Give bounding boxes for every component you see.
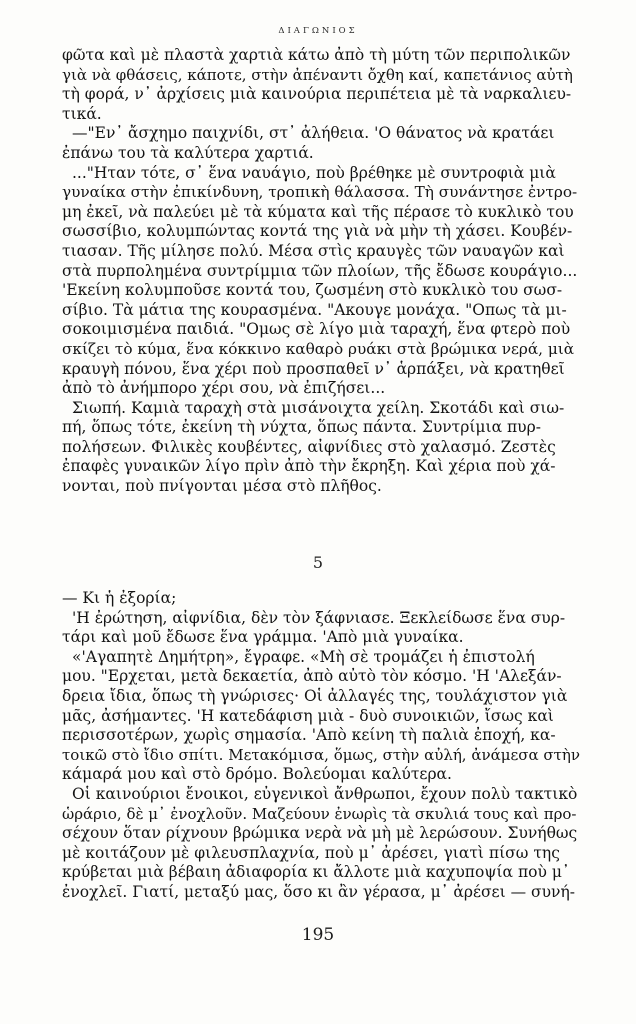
text-line: ἐπαφὲς γυναικῶν λίγο πρὶν ἀπὸ τὴν ἔκρηξη. Καὶ χέρια ποὺ χά- [62, 457, 556, 476]
text-line: φῶτα καὶ μὲ πλαστὰ χαρτιὰ κάτω ἀπὸ τὴ μύτη τῶν περιπολικῶν [62, 46, 571, 64]
text-line: τοικῶ στὸ ἴδιο σπίτι. Μετακόμισα, ὅμως, στὴν αὐλή, ἀνάμεσα στὴν [62, 745, 580, 764]
text-line: τικά. [62, 104, 102, 123]
text-line: πή, ὅπως τότε, ἐκείνη τὴ νύχτα, ὅπως πάντα. Συντρίμια πυρ- [62, 418, 541, 437]
text-line: δρεια ἴδια, ὅπως τὴ γνώρισες· Οἱ ἀλλαγές της, τουλάχιστον γιὰ [62, 686, 568, 705]
text-line: νονται, ποὺ πνίγονται μέσα στὸ πλῆθος. [62, 477, 382, 496]
text-line: μου. "Ερχεται, μετὰ δεκαετία, ἀπὸ αὐτὸ τὸν κόσμο. 'Η 'Αλεξάν- [62, 667, 562, 686]
text-line: σκίζει τὸ κύμα, ἕνα κόκκινο καθαρὸ ρυάκι στὰ βρώμικα νερά, μιὰ [62, 339, 575, 358]
text-line: σοκοιμισμένα παιδιά. "Ομως σὲ λίγο μιὰ ταραχή, ἕνα φτερὸ ποὺ [62, 320, 571, 339]
text-line: 'Εκείνη κολυμποῦσε κοντά του, ζωσμένη στὸ κυκλικὸ του σωσ- [62, 281, 563, 300]
text-line: κραυγὴ πόνου, ἕνα χέρι ποὺ προσπαθεῖ ν᾽ ἁρπάξει, νὰ κρατηθεῖ [62, 359, 565, 378]
text-line: σέχουν ὅταν ρίχνουν βρώμικα νερὰ νὰ μὴ μὲ λερώσουν. Συνήθως [62, 824, 578, 843]
text-block-lower [62, 589, 580, 903]
text-line: τάρι καὶ μοῦ ἔδωσε ἕνα γράμμα. 'Απὸ μιὰ γυναίκα. [62, 628, 464, 647]
text-line: μη ἐκεῖ, νὰ παλεύει μὲ τὰ κύματα καὶ τῆς πέρασε τὸ κυκλικὸ του [62, 202, 574, 221]
text-line: Οἱ καινούριοι ἔνοικοι, εὐγενικοὶ ἄνθρωποι, ἔχουν πολὺ τακτικὸ [72, 784, 578, 803]
text-line: γιὰ νὰ φθάσεις, κάποτε, στὴν ἀπέναντι ὄχθη καί, καπετάνιος αὐτὴ [62, 65, 573, 84]
text-line: τὴ φορά, ν᾽ ἀρχίσεις μιὰ καινούρια περιπέτεια μὲ τὰ ναρκαλιευ- [62, 85, 572, 104]
text-line: μὲ κοιτάζουν μὲ φιλευσπλαχνία, ποὺ μ᾽ ἀρέσει, γιατὶ πίσω της [62, 843, 560, 862]
text-line: κρύβεται μιὰ βέβαιη ἀδιαφορία κι ἄλλοτε μιὰ καχυποψία ποὺ μ᾽ [62, 863, 570, 882]
section-number: 5 [312, 553, 324, 572]
text-line: ἐπάνω του τὰ καλύτερα χαρτιά. [62, 143, 314, 162]
text-line: τιασαν. Τῆς μίλησε πολύ. Μέσα στὶς κραυγὲς τῶν ναυαγῶν καὶ [62, 241, 565, 260]
text-line: ..."Ηταν τότε, σ᾽ ἕνα ναυάγιο, ποὺ βρέθηκε μὲ συντροφιὰ μιὰ [72, 163, 556, 182]
text-line: ὡράριο, δὲ μ᾽ ἐνοχλοῦν. Μαζεύουν ἐνωρὶς τὰ σκυλιά τους καὶ προ- [62, 804, 577, 823]
text-line: ἐνοχλεῖ. Γιατί, μεταξύ μας, ὅσο κι ἂν γέρασα, μ᾽ ἀρέσει — συνή- [62, 882, 575, 901]
text-line: — Κι ἡ ἐξορία; [62, 589, 177, 607]
text-line: στὰ πυρπολημένα συντρίμμια τῶν πλοίων, τῆς ἔδωσε κουράγιο... [62, 261, 578, 280]
text-line: σωσσίβιο, κολυμπώντας κοντά της γιὰ νὰ μὴν τὴ χάσει. Κουβέν- [62, 222, 573, 241]
text-line: 'Η ἐρώτηση, αἰφνίδια, δὲν τὸν ξάφνιασε. Ξεκλείδωσε ἕνα συρ- [72, 608, 566, 627]
text-block-upper [62, 46, 580, 497]
text-line: μᾶς, ἀσήμαντες. 'Η κατεδάφιση μιὰ - δυὸ συνοικιῶν, ἴσως καὶ [62, 706, 554, 725]
text-line: πολήσεων. Φιλικὲς κουβέντες, αἰφνίδιες στὸ χαλασμό. Ζεστὲς [62, 437, 556, 456]
text-line: «'Αγαπητὲ Δημήτρη», ἔγραφε. «Μὴ σὲ τρομάζει ἡ ἐπιστολή [72, 647, 535, 666]
text-line: Σιωπή. Καμιὰ ταραχὴ στὰ μισάνοιχτα χείλη. Σκοτάδι καὶ σιω- [72, 398, 565, 417]
text-line: περισσοτέρων, χωρὶς σημασία. 'Απὸ κείνη τὴ παλιὰ ἐποχή, κα- [62, 726, 556, 745]
text-line: —"Εν᾽ ἄσχημο παιχνίδι, στ᾽ ἀλήθεια. 'Ο θάνατος νὰ κρατάει [72, 124, 555, 143]
page-number: 195 [301, 925, 335, 945]
text-line: σίβιο. Τὰ μάτια της κουρασμένα. "Ακουγε μονάχα. "Οπως τὰ μι- [62, 300, 567, 319]
text-line: ἀπὸ τὸ ἀνήμπορο χέρι σου, νὰ ἐπιζήσει... [62, 379, 386, 398]
text-line: γυναίκα στὴν ἐπικίνδυνη, τροπικὴ θάλασσα. Τὴ συνάντησε ἐντρο- [62, 183, 578, 202]
text-line: κάμαρά μου καὶ στὸ δρόμο. Βολεύομαι καλύτερα. [62, 765, 452, 784]
running-head: ΔΙΑΓΩΝΙΟΣ [278, 26, 358, 36]
